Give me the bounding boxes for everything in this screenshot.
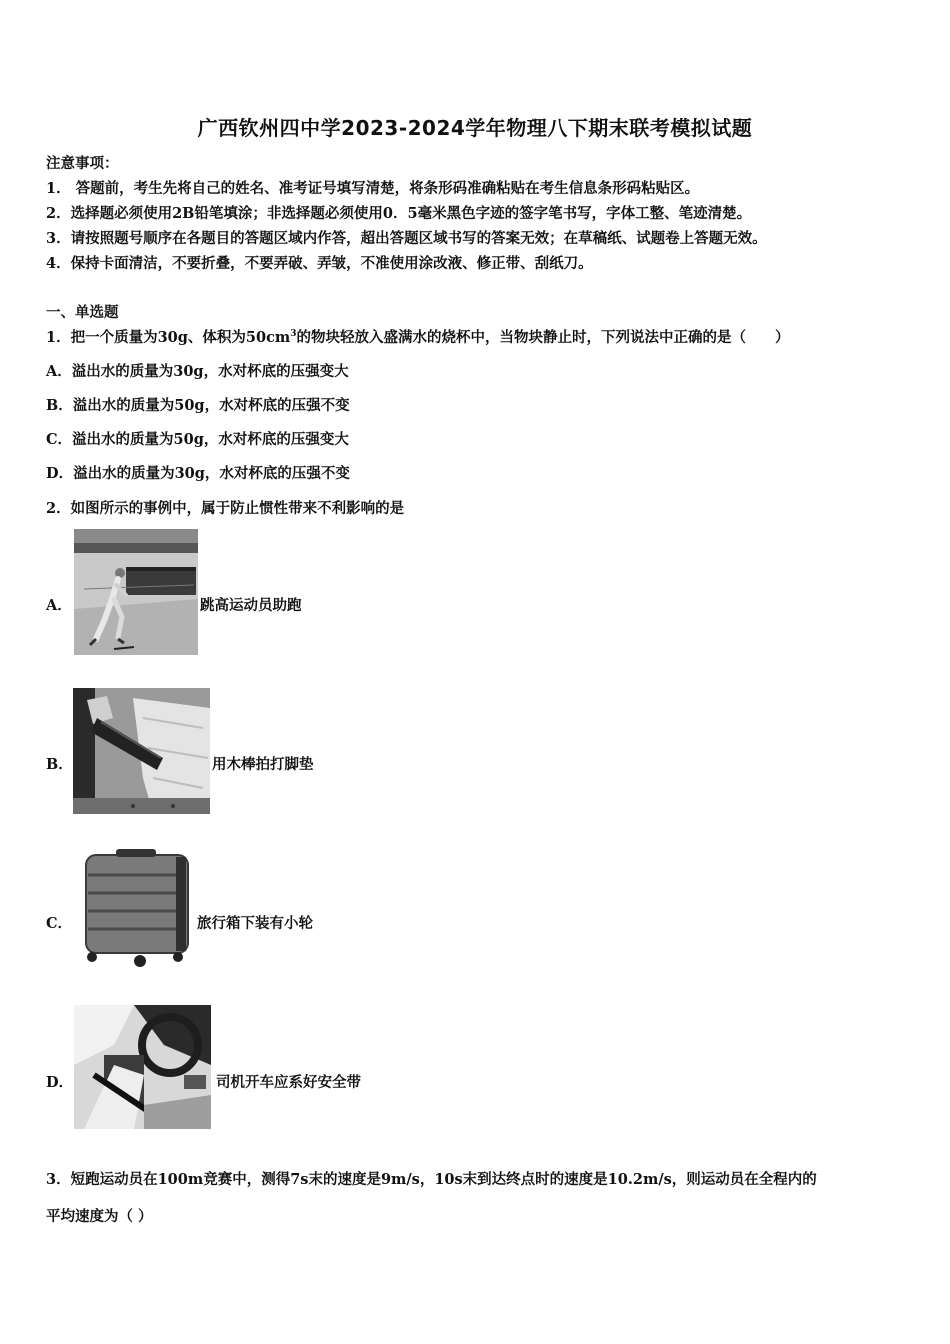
q1-stem [46, 326, 790, 347]
notice-item-2: 2．选择题必须使用2B铅笔填涂；非选择题必须使用0．5毫米黑色字迹的签字笔书写，字体工整、笔迹清楚。 [46, 205, 752, 222]
notice-item-1: 1． 答题前，考生先将自己的姓名、准考证号填写清楚，将条形码准确粘贴在考生信息条形码粘贴区。 [46, 180, 700, 197]
high-jump-photo [74, 529, 198, 655]
q2-option-d-label: D． [46, 1074, 74, 1091]
q2-option-c-label: C． [46, 915, 73, 932]
q3-stem-line-1: 3．短跑运动员在100m竞赛中，测得7s末的速度是9m/s，10s末到达终点时的速度是10.2m/s，则运动员在全程内的 [46, 1171, 817, 1188]
notice-item-3: 3．请按照题号顺序在各题目的答题区域内作答，超出答题区域书写的答案无效；在草稿纸、试题卷上答题无效。 [46, 230, 767, 247]
q2-option-c-text: 旅行箱下装有小轮 [197, 915, 313, 932]
q2-option-a-label: A． [46, 597, 72, 614]
section-heading: 一、单选题 [46, 304, 119, 321]
q1-stem-part-a: 1．把一个质量为30g、体积为50cm [46, 329, 291, 346]
q2-option-a-text: 跳高运动员助跑 [200, 597, 302, 614]
q3-stem-line-2: 平均速度为（ ） [46, 1208, 153, 1225]
q1-stem-superscript: 3 [290, 329, 297, 340]
q2-option-b-label: B． [46, 756, 73, 773]
beating-mat-photo [73, 688, 210, 814]
q2-option-d-text: 司机开车应系好安全带 [216, 1074, 361, 1091]
document-title: 广西钦州四中学2023-2024学年物理八下期末联考模拟试题 [197, 116, 753, 140]
q1-stem-part-b: 的物块轻放入盛满水的烧杯中，当物块静止时，下列说法中正确的是（ ） [296, 329, 790, 346]
q2-option-b-text: 用木棒拍打脚垫 [212, 756, 314, 773]
suitcase-photo [80, 847, 194, 969]
q1-option-a: A．溢出水的质量为30g，水对杯底的压强变大 [46, 363, 349, 380]
seatbelt-driver-photo [74, 1005, 211, 1129]
notice-item-4: 4．保持卡面清洁，不要折叠，不要弄破、弄皱，不准使用涂改液、修正带、刮纸刀。 [46, 255, 593, 272]
q1-option-c: C．溢出水的质量为50g，水对杯底的压强变大 [46, 431, 349, 448]
q1-option-d: D．溢出水的质量为30g，水对杯底的压强不变 [46, 465, 350, 482]
q2-stem: 2．如图所示的事例中，属于防止惯性带来不利影响的是 [46, 500, 405, 517]
notice-heading: 注意事项： [46, 155, 119, 172]
q1-option-b: B．溢出水的质量为50g，水对杯底的压强不变 [46, 397, 350, 414]
